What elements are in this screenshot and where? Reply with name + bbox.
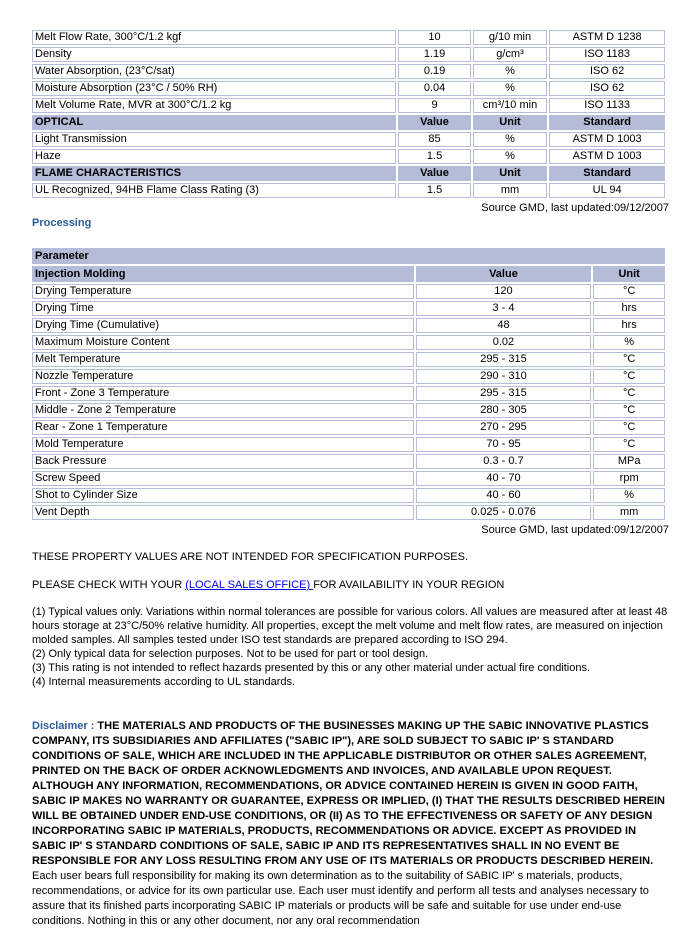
parameter-value: 295 - 315 (416, 386, 592, 401)
processing-row (32, 420, 665, 435)
parameter-header: Parameter (32, 248, 665, 264)
parameter-unit: °C (593, 386, 665, 401)
footnote-4: (4) Internal measurements according to UL standards. (32, 676, 296, 688)
properties-section-header-row (32, 166, 665, 181)
property-unit: % (473, 149, 547, 164)
injection-molding-header-row (32, 266, 665, 282)
parameter-unit: °C (593, 369, 665, 384)
disclaimer-label: Disclaimer : (32, 720, 98, 732)
availability-notice (32, 578, 669, 592)
parameter-value: 0.025 - 0.076 (416, 505, 592, 520)
processing-row (32, 284, 665, 299)
property-name: Density (32, 47, 396, 62)
parameter-name: Vent Depth (32, 505, 414, 520)
properties-row (32, 30, 665, 45)
processing-row (32, 352, 665, 367)
property-value: 9 (398, 98, 470, 113)
parameter-value: 295 - 315 (416, 352, 592, 367)
property-name: Melt Flow Rate, 300°C/1.2 kgf (32, 30, 396, 45)
parameter-unit: hrs (593, 301, 665, 316)
parameter-unit: °C (593, 420, 665, 435)
properties-section-header-row (32, 115, 665, 130)
processing-row (32, 454, 665, 469)
property-name: UL Recognized, 94HB Flame Class Rating (3) (32, 183, 396, 198)
processing-row (32, 369, 665, 384)
processing-section-title: Processing (32, 217, 92, 229)
parameter-value: 48 (416, 318, 592, 333)
processing-row (32, 471, 665, 486)
parameter-value: 270 - 295 (416, 420, 592, 435)
property-name: FLAME CHARACTERISTICS (32, 166, 396, 181)
parameter-value: 40 - 60 (416, 488, 592, 503)
property-standard: Standard (549, 166, 665, 181)
disclaimer (32, 719, 669, 929)
disclaimer-text: Each user bears full responsibility for making its own determination as to the suitability of SABIC IP' s materials, products, recommendations, or advice for its own particular use. Each user must identify and perform all tests and analyses necessary to assure that its finished parts incorporating SABIC IP materials or products will be safe and suitable for use under end-use conditions. Nothing in this or any other document, nor any oral recommendation (32, 870, 649, 927)
property-value: 85 (398, 132, 470, 147)
properties-row (32, 98, 665, 113)
disclaimer-bold-text: THE MATERIALS AND PRODUCTS OF THE BUSINESSES MAKING UP THE SABIC INNOVATIVE PLASTICS COMPANY, ITS SUBSIDIARIES AND AFFILIATES ("SABIC IP"), ARE SOLD SUBJECT TO SABIC IP' S STANDARD CONDITIONS OF SALE, WHICH ARE INCLUDED IN THE APPLICABLE DISTRIBUTOR OR OTHER SALES AGREEMENT, PRINTED ON THE BACK OF ORDER ACKNOWLEDGMENTS AND INVOICES, AND AVAILABLE UPON REQUEST. ALTHOUGH ANY INFORMATION, RECOMMENDATIONS, OR ADVICE CONTAINED HEREIN IS GIVEN IN GOOD FAITH, SABIC IP MAKES NO WARRANTY OR GUARANTEE, EXPRESS OR IMPLIED, (I) THAT THE RESULTS DESCRIBED HEREIN WILL BE OBTAINED UNDER END-USE CONDITIONS, OR (II) AS TO THE EFFECTIVENESS OR SAFETY OF ANY DESIGN INCORPORATING SABIC IP MATERIALS, PRODUCTS, RECOMMENDATIONS OR ADVICE. EXCEPT AS PROVIDED IN SABIC IP' S STANDARD CONDITIONS OF SALE, SABIC IP AND ITS REPRESENTATIVES SHALL IN NO EVENT BE RESPONSIBLE FOR ANY LOSS RESULTING FROM ANY USE OF ITS MATERIALS OR PRODUCTS DESCRIBED HEREIN. (32, 720, 665, 867)
processing-row (32, 437, 665, 452)
footnote-3: (3) This rating is not intended to reflect hazards presented by this or any other material under actual fire conditions. (32, 662, 591, 674)
parameter-value: 120 (416, 284, 592, 299)
footnote-2: (2) Only typical data for selection purposes. Not to be used for part or tool design. (32, 648, 429, 660)
parameter-name: Melt Temperature (32, 352, 414, 367)
property-name: Light Transmission (32, 132, 396, 147)
parameter-value: 280 - 305 (416, 403, 592, 418)
property-name: OPTICAL (32, 115, 396, 130)
parameter-name: Screw Speed (32, 471, 414, 486)
property-standard: ASTM D 1003 (549, 149, 665, 164)
properties-row (32, 149, 665, 164)
property-value: 1.5 (398, 149, 470, 164)
property-value: Value (398, 115, 470, 130)
processing-row (32, 505, 665, 520)
processing-table (30, 246, 667, 522)
parameter-name: Middle - Zone 2 Temperature (32, 403, 414, 418)
processing-header-row (32, 248, 665, 264)
parameter-value: 70 - 95 (416, 437, 592, 452)
parameter-value: 0.02 (416, 335, 592, 350)
specification-notice: THESE PROPERTY VALUES ARE NOT INTENDED FOR SPECIFICATION PURPOSES. (32, 551, 469, 563)
parameter-unit: °C (593, 284, 665, 299)
injection-molding-header: Injection Molding (32, 266, 414, 282)
processing-row (32, 301, 665, 316)
parameter-value: 40 - 70 (416, 471, 592, 486)
value-header: Value (416, 266, 592, 282)
property-standard: ASTM D 1003 (549, 132, 665, 147)
availability-notice-prefix: PLEASE CHECK WITH YOUR (32, 579, 186, 591)
properties-source-note: Source GMD, last updated:09/12/2007 (481, 202, 669, 214)
processing-row (32, 488, 665, 503)
property-standard: Standard (549, 115, 665, 130)
processing-row (32, 403, 665, 418)
property-value: 1.19 (398, 47, 470, 62)
processing-source-note: Source GMD, last updated:09/12/2007 (481, 524, 669, 536)
datasheet-content (32, 28, 669, 929)
parameter-value: 0.3 - 0.7 (416, 454, 592, 469)
parameter-unit: °C (593, 352, 665, 367)
property-value: 0.19 (398, 64, 470, 79)
processing-row (32, 335, 665, 350)
parameter-unit: °C (593, 403, 665, 418)
property-name: Haze (32, 149, 396, 164)
parameter-unit: MPa (593, 454, 665, 469)
local-sales-office-link[interactable]: (LOCAL SALES OFFICE) (185, 579, 314, 591)
parameter-name: Mold Temperature (32, 437, 414, 452)
property-name: Water Absorption, (23°C/sat) (32, 64, 396, 79)
properties-row (32, 183, 665, 198)
footnote-1: (1) Typical values only. Variations within normal tolerances are possible for various colors. All values are measured after at least 48 hours storage at 23°C/50% relative humidity. All properties, except the melt volume and melt flow rates, are measured on injection molded samples. All samples tested under ISO test standards are prepared according to ISO 294. (32, 606, 668, 646)
properties-table (30, 28, 667, 200)
property-unit: % (473, 81, 547, 96)
property-unit: mm (473, 183, 547, 198)
parameter-name: Drying Time (32, 301, 414, 316)
property-value: 0.04 (398, 81, 470, 96)
property-value: Value (398, 166, 470, 181)
property-name: Melt Volume Rate, MVR at 300°C/1.2 kg (32, 98, 396, 113)
property-unit: g/cm³ (473, 47, 547, 62)
property-value: 10 (398, 30, 470, 45)
parameter-unit: % (593, 335, 665, 350)
parameter-unit: % (593, 488, 665, 503)
parameter-name: Drying Time (Cumulative) (32, 318, 414, 333)
property-unit: g/10 min (473, 30, 547, 45)
parameter-value: 290 - 310 (416, 369, 592, 384)
parameter-unit: mm (593, 505, 665, 520)
property-unit: Unit (473, 166, 547, 181)
parameter-name: Nozzle Temperature (32, 369, 414, 384)
parameter-value: 3 - 4 (416, 301, 592, 316)
property-unit: Unit (473, 115, 547, 130)
property-standard: ISO 62 (549, 81, 665, 96)
parameter-unit: hrs (593, 318, 665, 333)
property-unit: % (473, 132, 547, 147)
unit-header: Unit (593, 266, 665, 282)
properties-row (32, 47, 665, 62)
parameter-name: Back Pressure (32, 454, 414, 469)
parameter-name: Front - Zone 3 Temperature (32, 386, 414, 401)
property-standard: ISO 62 (549, 64, 665, 79)
property-unit: % (473, 64, 547, 79)
properties-row (32, 81, 665, 96)
parameter-unit: °C (593, 437, 665, 452)
parameter-name: Maximum Moisture Content (32, 335, 414, 350)
property-standard: ISO 1133 (549, 98, 665, 113)
parameter-unit: rpm (593, 471, 665, 486)
property-standard: ISO 1183 (549, 47, 665, 62)
processing-row (32, 318, 665, 333)
processing-row (32, 386, 665, 401)
properties-row (32, 64, 665, 79)
parameter-name: Drying Temperature (32, 284, 414, 299)
parameter-name: Shot to Cylinder Size (32, 488, 414, 503)
property-unit: cm³/10 min (473, 98, 547, 113)
property-value: 1.5 (398, 183, 470, 198)
availability-notice-suffix: FOR AVAILABILITY IN YOUR REGION (313, 579, 505, 591)
property-name: Moisture Absorption (23°C / 50% RH) (32, 81, 396, 96)
property-standard: ASTM D 1238 (549, 30, 665, 45)
footnotes (32, 605, 669, 689)
parameter-name: Rear - Zone 1 Temperature (32, 420, 414, 435)
properties-row (32, 132, 665, 147)
property-standard: UL 94 (549, 183, 665, 198)
